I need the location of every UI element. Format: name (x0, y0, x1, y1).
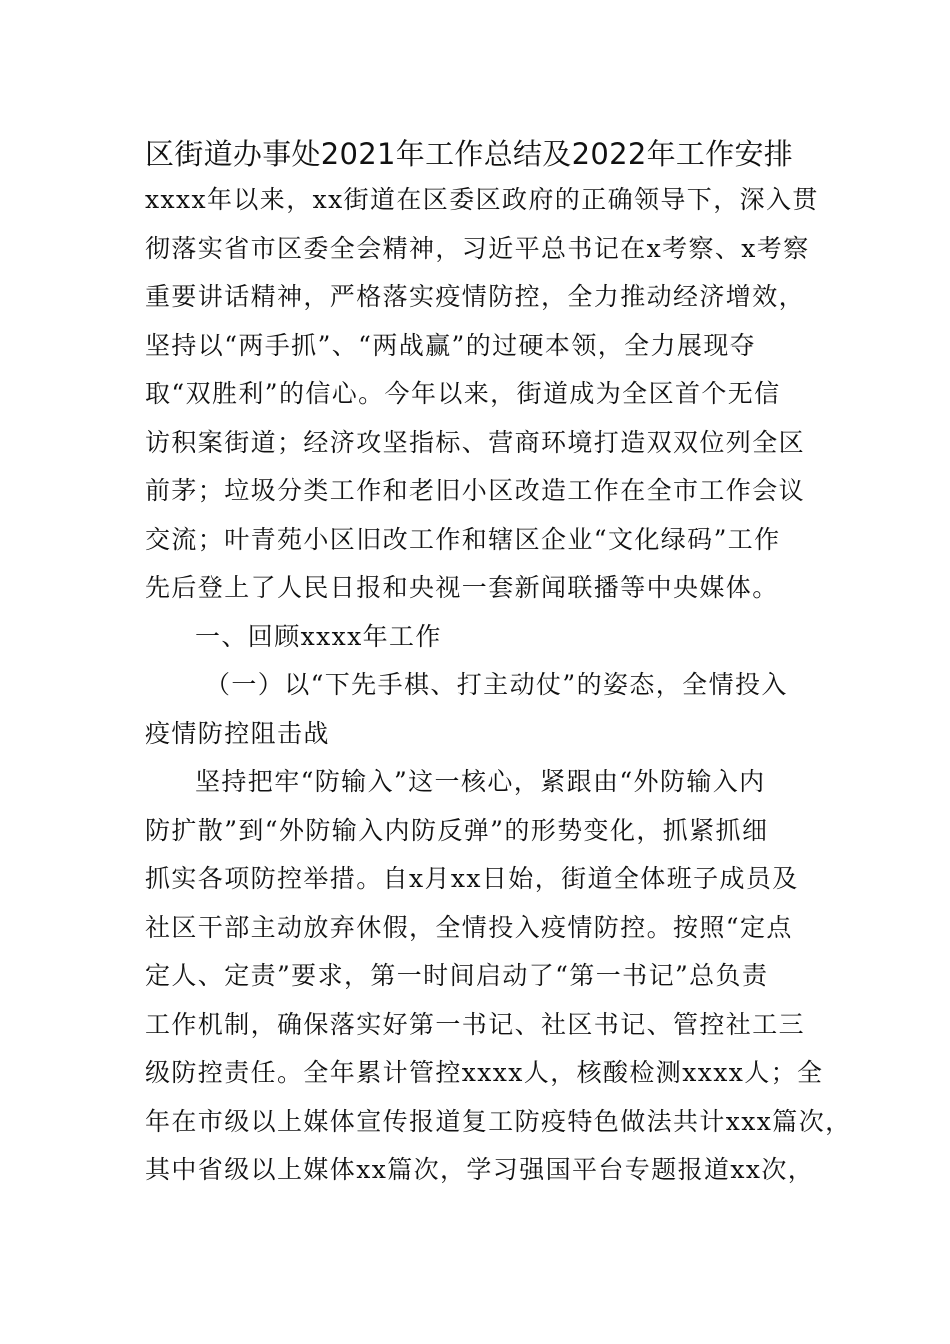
paragraph-line: 坚持以“两手抓”、“两战赢”的过硬本领，全力展现夺 (145, 330, 757, 360)
subsection-heading-continuation: 疫情防控阻击战 (145, 718, 330, 748)
subsection-heading: （一）以“下先手棋、打主动仗”的姿态，全情投入 (205, 670, 788, 699)
paragraph-line: 访积案街道；经济攻坚指标、营商环境打造双双位列全区 (145, 427, 806, 457)
section-heading: 一、回顾xxxx年工作 (195, 621, 442, 651)
paragraph-line: 坚持把牢“防输入”这一核心，紧跟由“外防输入内 (195, 767, 766, 796)
paragraph-line: 重要讲话精神，严格落实疫情防控，全力推动经济增效， (145, 282, 806, 311)
paragraph-line: 抓实各项防控举措。自x月xx日始，街道全体班子成员及 (145, 864, 799, 893)
paragraph-line: 级防控责任。全年累计管控xxxx人，核酸检测xxxx人；全 (145, 1058, 824, 1087)
paragraph-line: 交流；叶青苑小区旧改工作和辖区企业“文化绿码”工作 (145, 524, 781, 554)
paragraph-line: 防扩散”到“外防输入内防反弹”的形势变化，抓紧抓细 (145, 815, 769, 845)
paragraph-line: 年在市级以上媒体宣传报道复工防疫特色做法共计xxx篇次， (145, 1106, 852, 1136)
paragraph-line: 彻落实省市区委全会精神，习近平总书记在x考察、x考察 (145, 233, 810, 263)
paragraph-line: xxxx年以来，xx街道在区委区政府的正确领导下，深入贯 (145, 185, 819, 214)
paragraph-line: 社区干部主动放弃休假，全情投入疫情防控。按照“定点 (145, 912, 793, 942)
paragraph-line: 先后登上了人民日报和央视一套新闻联播等中央媒体。 (145, 573, 779, 602)
paragraph-line: 取“双胜利”的信心。今年以来，街道成为全区首个无信 (145, 379, 781, 408)
document-title: 区街道办事处2021年工作总结及2022年工作安排 (145, 137, 794, 171)
document-body (145, 176, 852, 1195)
paragraph-line: 定人、定责”要求，第一时间启动了“第一书记”总负责 (145, 961, 769, 990)
paragraph-line: 工作机制，确保落实好第一书记、社区书记、管控社工三 (145, 1009, 806, 1039)
paragraph-line: 其中省级以上媒体xx篇次，学习强国平台专题报道xx次， (145, 1155, 815, 1184)
paragraph-line: 前茅；垃圾分类工作和老旧小区改造工作在全市工作会议 (145, 476, 806, 505)
